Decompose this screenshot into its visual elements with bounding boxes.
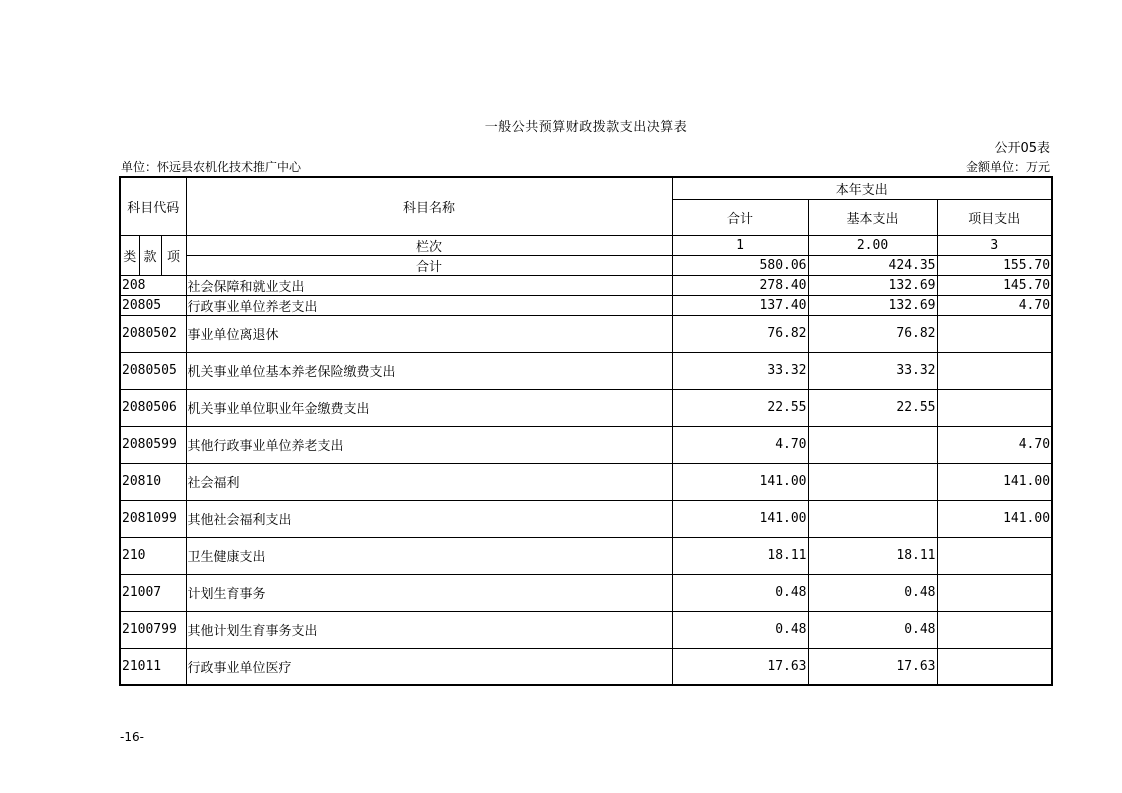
project-value: 4.70 [937, 295, 1052, 315]
sum-total: 580.06 [672, 255, 808, 275]
basic-value: 22.55 [808, 389, 937, 426]
total-value: 17.63 [672, 648, 808, 685]
project-value [937, 537, 1052, 574]
subject-name: 其他行政事业单位养老支出 [186, 426, 672, 463]
name-header: 科目名称 [186, 177, 672, 235]
basic-value: 18.11 [808, 537, 937, 574]
page-number: -16- [120, 730, 144, 744]
table-row [120, 295, 1052, 315]
project-value: 141.00 [937, 463, 1052, 500]
subject-name: 其他计划生育事务支出 [186, 611, 672, 648]
table-row [120, 352, 1052, 389]
total-value: 278.40 [672, 275, 808, 295]
table-row [120, 611, 1052, 648]
expenditure-table [119, 176, 1053, 686]
sum-label: 合计 [186, 255, 672, 275]
table-row [120, 426, 1052, 463]
unit-label: 单位：怀远县农机化技术推广中心 [121, 160, 302, 174]
document-title: 一般公共预算财政拨款支出决算表 [484, 120, 688, 135]
col-index-1: 1 [672, 235, 808, 255]
basic-value: 17.63 [808, 648, 937, 685]
subject-name: 事业单位离退休 [186, 315, 672, 352]
project-value: 141.00 [937, 500, 1052, 537]
total-value: 137.40 [672, 295, 808, 315]
subject-code: 2080599 [120, 426, 186, 463]
project-value [937, 389, 1052, 426]
project-header: 项目支出 [937, 199, 1052, 235]
basic-value: 0.48 [808, 611, 937, 648]
subject-code: 21007 [120, 574, 186, 611]
subject-name: 计划生育事务 [186, 574, 672, 611]
table-row [120, 537, 1052, 574]
subject-name: 机关事业单位职业年金缴费支出 [186, 389, 672, 426]
table-row [120, 275, 1052, 295]
subject-code: 2080502 [120, 315, 186, 352]
total-value: 76.82 [672, 315, 808, 352]
basic-value: 76.82 [808, 315, 937, 352]
year-expenditure-header: 本年支出 [672, 177, 1052, 199]
form-number: 公开05表 [994, 141, 1050, 156]
code-header: 科目代码 [120, 177, 186, 235]
total-value: 33.32 [672, 352, 808, 389]
project-value [937, 352, 1052, 389]
project-value [937, 574, 1052, 611]
subject-code: 20805 [120, 295, 186, 315]
lei-header: 类 [120, 235, 139, 275]
project-value: 4.70 [937, 426, 1052, 463]
subject-name: 其他社会福利支出 [186, 500, 672, 537]
total-value: 141.00 [672, 463, 808, 500]
total-value: 22.55 [672, 389, 808, 426]
total-value: 141.00 [672, 500, 808, 537]
basic-value [808, 500, 937, 537]
subject-code: 210 [120, 537, 186, 574]
basic-value: 33.32 [808, 352, 937, 389]
xiang-header: 项 [161, 235, 186, 275]
basic-value: 132.69 [808, 295, 937, 315]
subject-name: 社会保障和就业支出 [186, 275, 672, 295]
subject-name: 行政事业单位养老支出 [186, 295, 672, 315]
basic-value: 132.69 [808, 275, 937, 295]
row-index-label: 栏次 [186, 235, 672, 255]
basic-value [808, 463, 937, 500]
col-index-2: 2.00 [808, 235, 937, 255]
subject-name: 行政事业单位医疗 [186, 648, 672, 685]
sum-row [120, 255, 1052, 275]
subject-name: 社会福利 [186, 463, 672, 500]
basic-value: 0.48 [808, 574, 937, 611]
table-row [120, 389, 1052, 426]
subject-name: 卫生健康支出 [186, 537, 672, 574]
total-header: 合计 [672, 199, 808, 235]
project-value [937, 315, 1052, 352]
subject-code: 208 [120, 275, 186, 295]
total-value: 18.11 [672, 537, 808, 574]
project-value: 145.70 [937, 275, 1052, 295]
subject-code: 20810 [120, 463, 186, 500]
subject-code: 2081099 [120, 500, 186, 537]
subject-code: 2080505 [120, 352, 186, 389]
total-value: 4.70 [672, 426, 808, 463]
project-value [937, 648, 1052, 685]
money-unit-label: 金额单位：万元 [965, 160, 1050, 174]
project-value [937, 611, 1052, 648]
subject-code: 2080506 [120, 389, 186, 426]
subject-code: 21011 [120, 648, 186, 685]
basic-value [808, 426, 937, 463]
total-value: 0.48 [672, 574, 808, 611]
table-row [120, 500, 1052, 537]
sum-basic: 424.35 [808, 255, 937, 275]
table-row [120, 648, 1052, 685]
table-row [120, 315, 1052, 352]
basic-header: 基本支出 [808, 199, 937, 235]
table-row [120, 463, 1052, 500]
col-index-3: 3 [937, 235, 1052, 255]
table-row [120, 574, 1052, 611]
subject-code: 2100799 [120, 611, 186, 648]
subject-name: 机关事业单位基本养老保险缴费支出 [186, 352, 672, 389]
kuan-header: 款 [139, 235, 161, 275]
sum-project: 155.70 [937, 255, 1052, 275]
total-value: 0.48 [672, 611, 808, 648]
